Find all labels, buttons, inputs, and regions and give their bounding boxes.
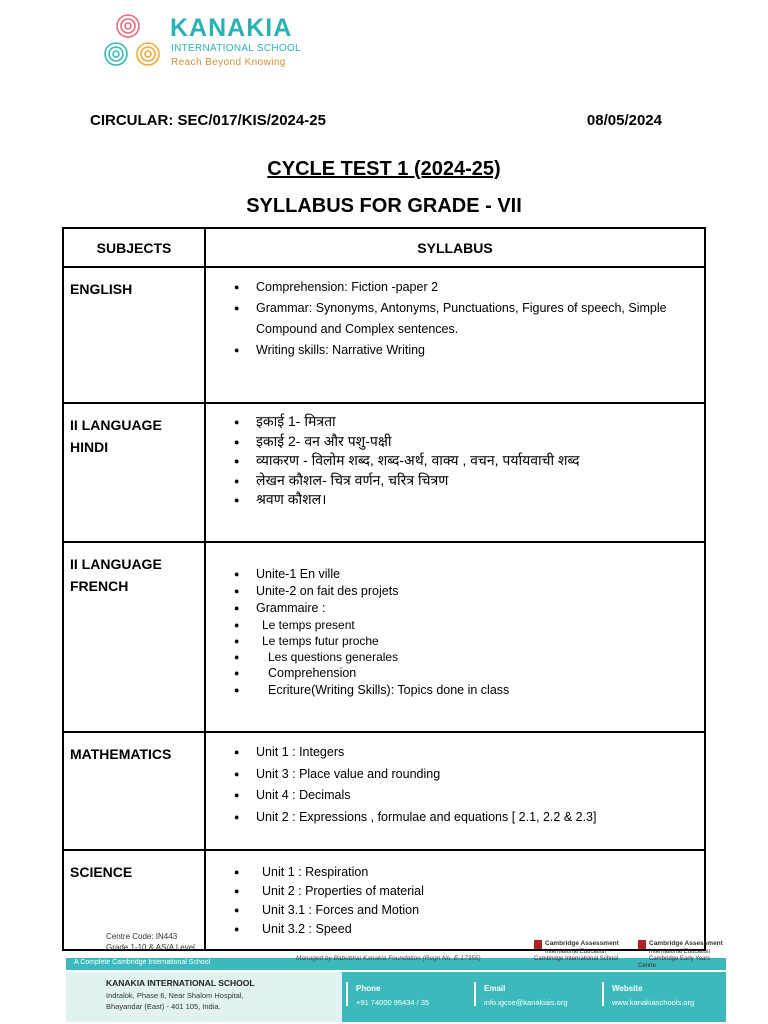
- circular-number: CIRCULAR: SEC/017/KIS/2024-25: [90, 112, 326, 129]
- list-item: ● इकाई 2- वन और पशु-पक्षी: [234, 432, 704, 452]
- logo-subtitle: INTERNATIONAL SCHOOL: [171, 43, 301, 54]
- subject-english: ENGLISH: [63, 267, 205, 403]
- list-item: ● Ecriture(Writing Skills): Topics done in class: [234, 682, 704, 699]
- footer-address: Indralok, Phase 6, Near Shalom Hospital, Bhayandar (East) - 401 105, India.: [106, 991, 244, 1011]
- school-logo: [104, 12, 304, 74]
- table-row-english: [63, 267, 705, 403]
- list-item: ● लेखन कौशल- चित्र वर्णन, चरित्र चित्रण: [234, 471, 704, 491]
- list-item: ● Unite-1 En ville: [234, 566, 704, 583]
- page-footer: [66, 926, 726, 1024]
- list-item: ● Unit 4 : Decimals: [234, 785, 704, 807]
- list-item: ● श्रवण कौशल।: [234, 490, 704, 510]
- email-value[interactable]: info.igcse@kanakiais.org: [484, 998, 568, 1007]
- cambridge-logo-2: Cambridge Assessment International Education Cambridge Early Years Centre: [638, 940, 723, 969]
- cambridge-shield-icon: [638, 940, 646, 949]
- footer-school-name: KANAKIA INTERNATIONAL SCHOOL: [106, 978, 255, 988]
- phone-value: +91 74000 95434 / 35: [356, 998, 430, 1007]
- subject-line: FRENCH: [70, 578, 129, 594]
- syllabus-french: [205, 542, 705, 732]
- centre-code: Centre Code: IN443: [106, 932, 178, 941]
- logo-emblem-icon: [104, 12, 166, 74]
- logo-name: KANAKIA: [170, 14, 293, 42]
- list-item: ● Unit 1 : Integers: [234, 742, 704, 764]
- page-subtitle: SYLLABUS FOR GRADE - VII: [246, 195, 522, 217]
- list-item: ● Comprehension: Fiction -paper 2: [234, 277, 704, 298]
- subject-science: SCIENCE: [63, 850, 205, 950]
- header-subjects: SUBJECTS: [63, 228, 205, 267]
- syllabus-table: [62, 227, 706, 951]
- list-item: ● Grammar: Synonyms, Antonyms, Punctuations, Figures of speech, Simple Compound and Complex sentences.: [234, 298, 704, 340]
- table-header-row: [63, 228, 705, 267]
- list-item: ● Unite-2 on fait des projets: [234, 583, 704, 600]
- website-value[interactable]: www.kanakiaschools.org: [612, 998, 695, 1007]
- subject-line: II LANGUAGE: [70, 556, 162, 572]
- page-title: CYCLE TEST 1 (2024-25): [267, 158, 501, 180]
- footer-email: [470, 972, 598, 1022]
- footer-phone: [342, 972, 470, 1022]
- logo-tagline: Reach Beyond Knowing: [171, 57, 286, 68]
- syllabus-hindi: [205, 403, 705, 542]
- list-item: ● Unit 3 : Place value and rounding: [234, 764, 704, 786]
- list-item: ● व्याकरण - विलोम शब्द, शब्द-अर्थ, वाक्य , वचन, पर्यायवाची शब्द: [234, 451, 704, 471]
- grade-levels: Grade 1-10 & AS/A Level: [106, 943, 195, 952]
- list-item: ● Unit 2 : Expressions , formulae and equations [ 2.1, 2.2 & 2.3]: [234, 807, 704, 829]
- list-item: ● इकाई 1- मित्रता: [234, 412, 704, 432]
- table-row-mathematics: [63, 732, 705, 850]
- list-item: ● Unit 3.1 : Forces and Motion: [234, 901, 704, 920]
- website-label: Website: [612, 984, 643, 993]
- subject-line: II LANGUAGE: [70, 417, 162, 433]
- header-syllabus: SYLLABUS: [205, 228, 705, 267]
- list-item: ● Le temps present: [234, 617, 704, 633]
- subject-hindi: [63, 403, 205, 542]
- list-item: ● Les questions generales: [234, 649, 704, 665]
- managed-by: Managed by Babubhai Kanakia Foundation (Regn No. E-17355): [296, 955, 481, 962]
- footer-website: [598, 972, 726, 1022]
- list-item: ● Unit 1 : Respiration: [234, 863, 704, 882]
- subject-mathematics: MATHEMATICS: [63, 732, 205, 850]
- cambridge-shield-icon: [534, 940, 542, 949]
- list-item: ● Unit 2 : Properties of material: [234, 882, 704, 901]
- list-item: ● Comprehension: [234, 665, 704, 682]
- list-item: ● Le temps futur proche: [234, 633, 704, 649]
- table-row-hindi: [63, 403, 705, 542]
- syllabus-mathematics: [205, 732, 705, 850]
- list-item: ● Writing skills: Narrative Writing: [234, 340, 704, 361]
- table-row-french: [63, 542, 705, 732]
- subject-line: HINDI: [70, 439, 109, 455]
- list-item: ● Grammaire :: [234, 600, 704, 617]
- subject-french: [63, 542, 205, 732]
- phone-label: Phone: [356, 984, 381, 993]
- cambridge-logo-1: Cambridge Assessment International Education Cambridge International School: [534, 940, 619, 962]
- list-item: ● Unit 3.2 : Speed: [234, 920, 704, 939]
- email-label: Email: [484, 984, 506, 993]
- syllabus-english: [205, 267, 705, 403]
- circular-date: 08/05/2024: [586, 112, 662, 129]
- band-text: A Complete Cambridge International School: [74, 959, 211, 966]
